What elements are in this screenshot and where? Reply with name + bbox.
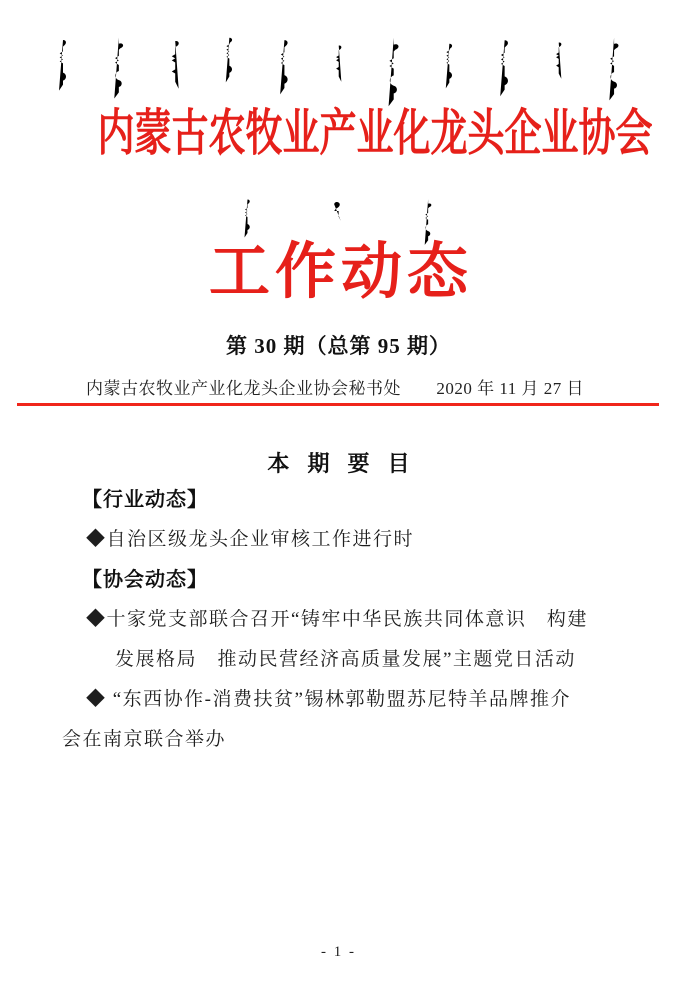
- mongolian-word-icon: [278, 38, 291, 98]
- toc-section-label: 【协会动态】: [82, 568, 208, 591]
- publication-info-row: [86, 374, 584, 399]
- page-number: - 1 -: [321, 944, 356, 960]
- toc-item: ◆自治区级龙头企业审核工作进行时: [86, 528, 415, 550]
- mongolian-word-icon: [332, 200, 343, 222]
- toc-item-continuation: 会在南京联合举办: [62, 728, 227, 750]
- toc-item: ◆ “东西协作-消费扶贫”锡林郭勒盟苏尼特羊品牌推介: [86, 688, 571, 710]
- publish-date: 2020 年 11 月 27 日: [436, 379, 584, 398]
- mongolian-script-banner: [57, 36, 621, 108]
- mongolian-word-icon: [444, 42, 455, 92]
- mongolian-word-icon: [334, 44, 343, 88]
- organization-title-text: 内蒙古农牧业产业化龙头企业协会: [97, 105, 653, 161]
- mongolian-word-icon: [386, 36, 401, 108]
- mongolian-word-icon: [57, 38, 69, 94]
- mongolian-word-icon: [112, 36, 126, 100]
- mongolian-word-icon: [554, 41, 563, 85]
- mongolian-word-icon: [607, 36, 621, 102]
- bulletin-title: 工作动态: [208, 239, 473, 306]
- toc-section-label: 【行业动态】: [82, 488, 208, 511]
- publisher-name: 内蒙古农牧业产业化龙头企业协会秘书处: [86, 379, 401, 398]
- mongolian-word-icon: [169, 39, 181, 97]
- mongolian-word-icon: [243, 198, 252, 240]
- toc-item: ◆十家党支部联合召开“铸牢中华民族共同体意识 构建: [86, 608, 588, 630]
- toc-item-continuation: 发展格局 推动民营经济高质量发展”主题党日活动: [115, 648, 576, 670]
- mongolian-word-icon: [498, 38, 511, 100]
- red-divider: [17, 403, 659, 406]
- toc-heading: 本 期 要 目: [267, 451, 416, 476]
- issue-number: 第 30 期（总第 95 期）: [226, 334, 451, 358]
- toc: [62, 477, 622, 757]
- mongolian-word-icon: [224, 36, 235, 86]
- organization-title: [0, 102, 677, 164]
